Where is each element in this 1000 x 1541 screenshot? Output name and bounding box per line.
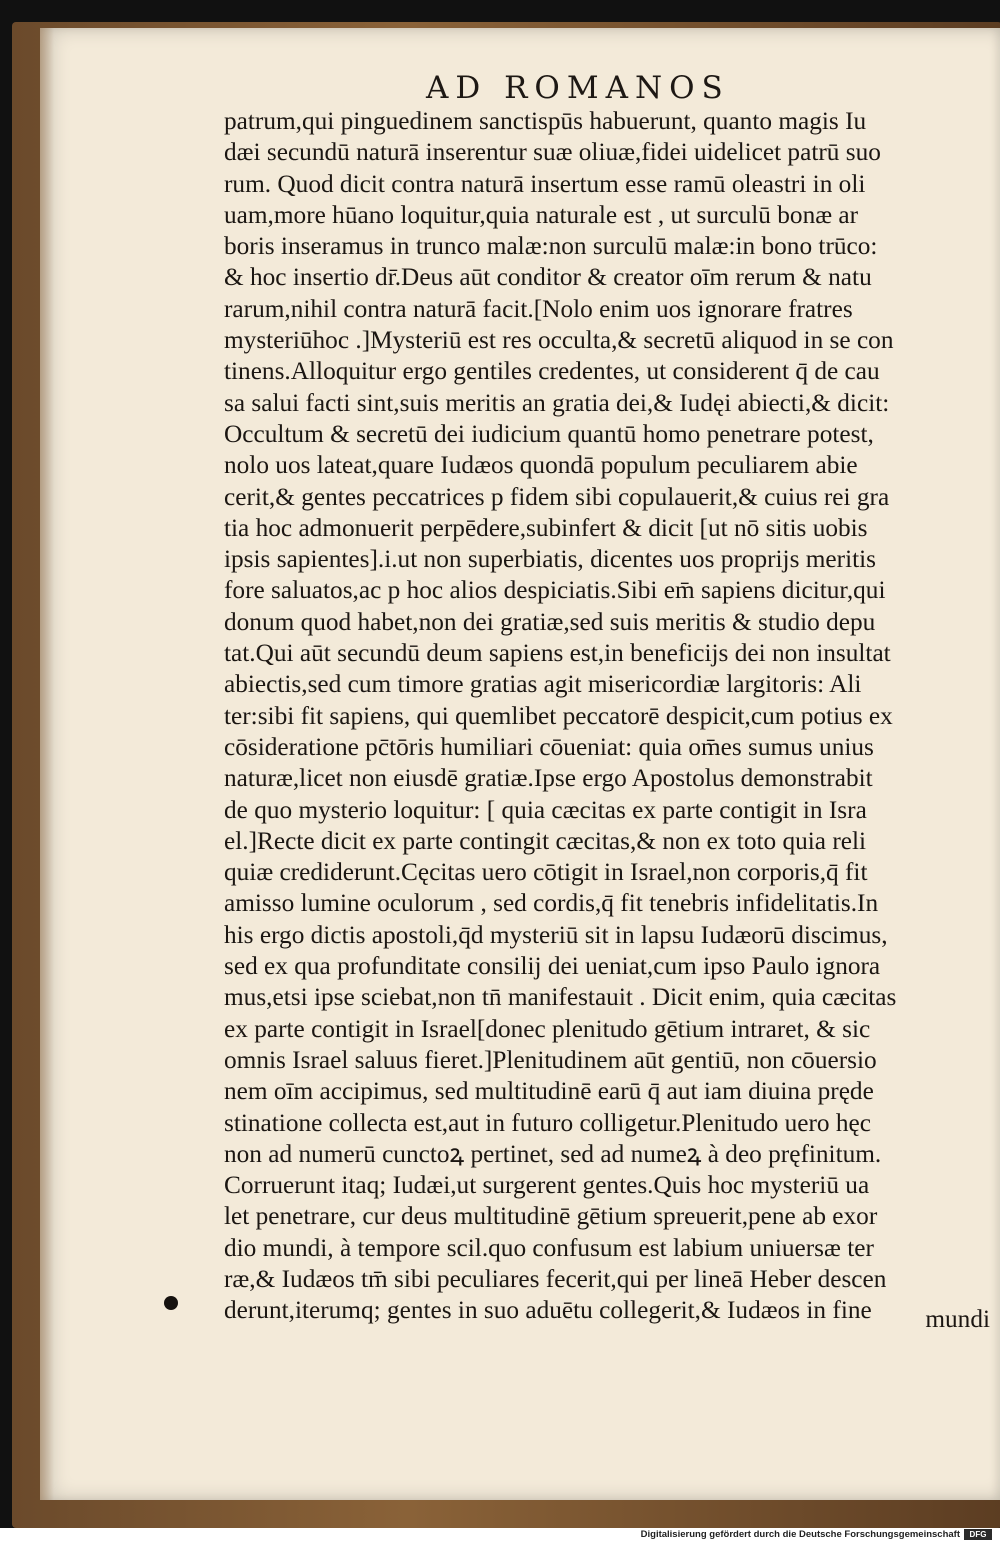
text-line: sed ex qua profunditate consilij dei ueniat,cum ipso Paulo ignora [224,952,881,981]
text-line: nem oīm accipimus, sed multitudinē earū q̄ aut iam diuina prędе [224,1077,874,1106]
text-line: stinatione collecta est,aut in futuro colligetur.Plenitudo uero hęc [224,1108,871,1137]
text-line: ræ,& Iudæos tm̄ sibi peculiares fecerit,qui per lineā Heber descen [224,1264,887,1293]
text-line: donum quod habet,non dei gratiæ,sed suis meritis & studio depu [224,607,876,636]
text-line: & hoc insertio dr̄.Deus aūt conditor & creator oīm rerum & natu [224,263,872,292]
text-line: tat.Qui aūt secundū deum sapiens est,in beneficijs dei non insultat [224,639,891,668]
text-line: patrum,qui pinguedinem sanctispūs habuerunt, quanto magis Iu [224,107,867,135]
text-line: sa salui facti sint,suis meritis an gratia dei,& Iudęi abiecti,& dicit: [224,388,890,417]
text-line: ter:sibi fit sapiens, qui quemlibet peccatorē despicit,cum potius ex [224,701,893,730]
digitization-credit: Digitalisierung gefördert durch die Deutsche Forschungsgemeinschaft [640,1529,960,1540]
text-line: cerit,& gentes peccatrices p fidem sibi copulauerit,& cuius rei gra [224,482,890,511]
text-line: ex parte contigit in Israel[donec plenitudo gētium intraret, & sic [224,1014,871,1043]
page-gutter-shadow [40,28,54,1500]
text-line: naturæ,licet non eiusdē gratiæ.Ipse ergo Apostolus demonstrabit [224,764,873,793]
text-line: his ergo dictis apostoli,q̄d mysteriū sit in lapsu Iudæorū discimus, [224,920,888,949]
body-text [224,106,994,1327]
text-line: rarum,nihil contra naturā facit.[Nolo enim uos ignorare fratres [224,294,853,323]
text-line: amisso lumine oculorum , sed cordis,q̄ fit tenebris infidelitatis.In [224,889,879,918]
text-line: derunt,iterumq; gentes in suo aduētu collegerit,& Iudæos in fine [224,1296,872,1325]
text-line: ipsis sapientes].i.ut non superbiatis, dicentes uos proprijs meritis [224,545,877,574]
text-line: quiæ crediderunt.Cęcitas uero cōtigit in Israel,non corporis,q̄ fit [224,858,868,887]
text-line: rum. Quod dicit contra naturā insertum esse ramū oleastri in oli [224,169,866,198]
book-page [40,28,1000,1500]
catchword: mundi [925,1305,990,1333]
text-line: non ad numerū cunctoꝝ pertinet, sed ad numeꝝ à deo pręfinitum. [224,1139,882,1168]
text-line: boris inseramus in trunco malæ:non surculū malæ:in bono trūco: [224,232,878,261]
text-line: Corruerunt itaq; Iudæi,ut surgerent gentes.Quis hoc mysteriū ua [224,1171,870,1200]
text-line: dæi secundū naturā inserentur suæ oliuæ,fidei uidelicet patrū suo [224,138,881,167]
text-line: cōsideratione pc̄tōris humiliari cōueniat: quia om̄es sumus unius [224,732,874,761]
text-line: let penetrare, cur deus multitudinē gētium spreuerit,pene ab exor [224,1202,878,1231]
text-line: mus,etsi ipse sciebat,non tn̄ manifestauit . Dicit enim, quia cæcitas [224,983,897,1012]
text-line: mysteriūhoc .]Mysteriū est res occulta,& secretū aliquod in se con [224,326,894,355]
text-line: de quo mysterio loquitur: [ quia cæcitas ex parte contigit in Isra [224,795,867,824]
running-head: AD ROMANOS [426,70,730,106]
text-line: dio mundi, à tempore scil.quo confusum est labium uniuersæ ter [224,1233,874,1262]
text-line: tia hoc admonuerit perpēdere,subinfert & dicit [ut nō sitis uobis [224,513,868,542]
text-line: tinens.Alloquitur ergo gentiles credentes, ut considerent q̄ de cau [224,357,880,386]
text-line: nolo uos lateat,quare Iudæos quondā populum peculiarem abie [224,451,858,480]
text-line: fore saluatos,ac p hoc alios despiciatis.Sibi em̄ sapiens dicitur,qui [224,576,886,605]
text-line: omnis Israel saluus fieret.]Plenitudinem aūt gentiū, non cōuersio [224,1045,877,1074]
text-line: abiectis,sed cum timore gratias agit misericordiæ largitoris: Ali [224,670,862,699]
dfg-logo: DFG [964,1529,992,1540]
text-line: el.]Recte dicit ex parte contingit cæcitas,& non ex toto quia reli [224,826,867,855]
ink-blot [164,1296,178,1310]
text-line: Occultum & secretū dei iudicium quantū homo penetrare potest, [224,419,874,448]
text-line: uam,more hūano loquitur,quia naturale est , ut surculū bonæ ar [224,200,859,229]
